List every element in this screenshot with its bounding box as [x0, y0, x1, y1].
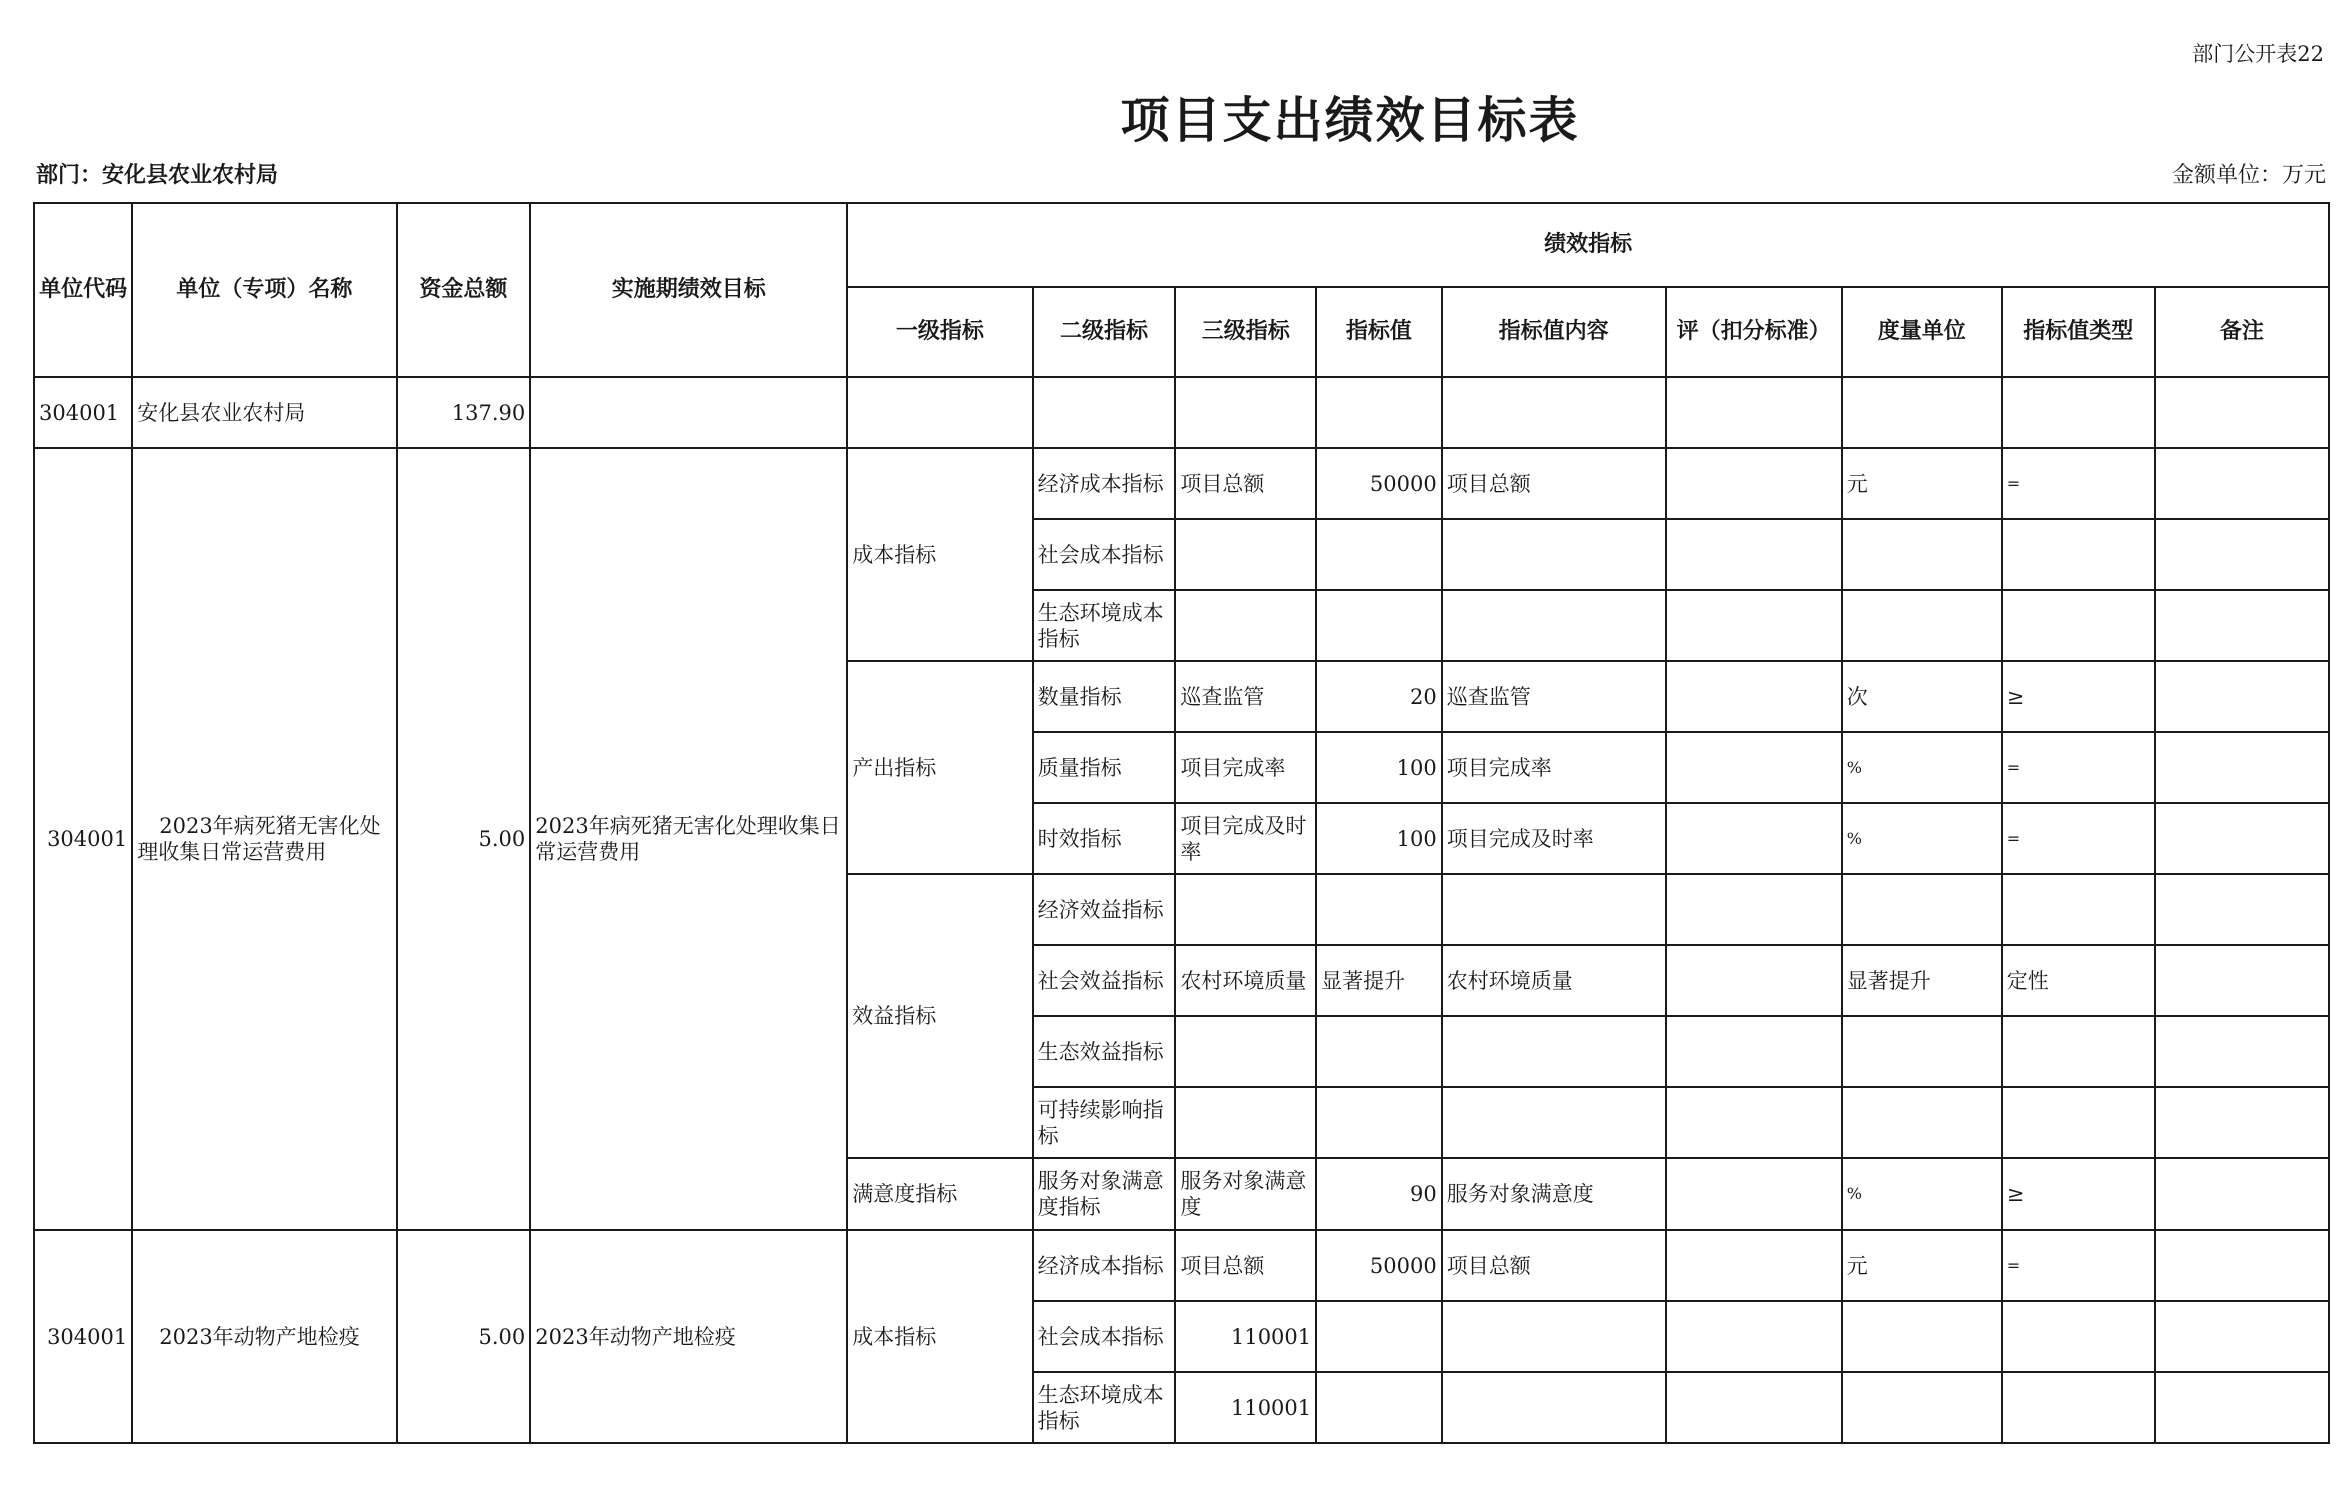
level2-cell: 社会成本指标 [1033, 519, 1176, 590]
department-label: 部门：安化县农业农村局 [36, 162, 279, 188]
content-cell: 项目完成及时率 [1442, 803, 1666, 874]
level3-cell: 项目总额 [1175, 448, 1316, 519]
header-eval: 评（扣分标准） [1666, 287, 1842, 377]
measure-cell: 元 [1842, 1230, 2002, 1301]
project-name: 2023年动物产地检疫 [132, 1230, 396, 1443]
level2-cell: 经济成本指标 [1033, 1230, 1176, 1301]
header-name: 单位（专项）名称 [132, 203, 396, 377]
level2-cell: 生态环境成本指标 [1033, 590, 1176, 661]
measure-cell: % [1842, 803, 2002, 874]
level3-cell: 巡查监管 [1175, 661, 1316, 732]
header-level3: 三级指标 [1175, 287, 1316, 377]
project-goal: 2023年动物产地检疫 [530, 1230, 847, 1443]
header-performance: 绩效指标 [847, 203, 2329, 287]
header-measure: 度量单位 [1842, 287, 2002, 377]
header-content: 指标值内容 [1442, 287, 1666, 377]
value-cell: 显著提升 [1316, 945, 1442, 1016]
level1-cost: 成本指标 [847, 1230, 1032, 1443]
table-row [34, 377, 2329, 448]
level2-cell: 可持续影响指标 [1033, 1087, 1176, 1158]
header-level2: 二级指标 [1033, 287, 1176, 377]
project-goal: 2023年病死猪无害化处理收集日常运营费用 [530, 448, 847, 1230]
project-code: 304001 [34, 448, 132, 1230]
value-cell: 20 [1316, 661, 1442, 732]
project-total: 5.00 [397, 448, 531, 1230]
project-name: 2023年病死猪无害化处理收集日常运营费用 [132, 448, 396, 1230]
level2-cell: 生态效益指标 [1033, 1016, 1176, 1087]
header-value: 指标值 [1316, 287, 1442, 377]
level2-cell: 经济效益指标 [1033, 874, 1176, 945]
content-cell: 项目总额 [1442, 1230, 1666, 1301]
level3-cell: 农村环境质量 [1175, 945, 1316, 1016]
dept-total: 137.90 [397, 377, 531, 448]
value-cell: 100 [1316, 732, 1442, 803]
value-cell: 90 [1316, 1158, 1442, 1230]
level3-cell: 110001 [1175, 1301, 1316, 1372]
level2-cell: 经济成本指标 [1033, 448, 1176, 519]
value-type-cell: = [2002, 1230, 2155, 1301]
level1-output: 产出指标 [847, 661, 1032, 874]
header-total: 资金总额 [397, 203, 531, 377]
level3-cell: 项目完成及时率 [1175, 803, 1316, 874]
content-cell: 服务对象满意度 [1442, 1158, 1666, 1230]
level2-cell: 质量指标 [1033, 732, 1176, 803]
dept-name: 安化县农业农村局 [132, 377, 396, 448]
value-type-cell: ≥ [2002, 661, 2155, 732]
level1-satisfaction: 满意度指标 [847, 1158, 1032, 1230]
level3-cell: 服务对象满意度 [1175, 1158, 1316, 1230]
amount-unit-label: 金额单位：万元 [2171, 163, 2326, 188]
content-cell: 项目完成率 [1442, 732, 1666, 803]
level2-cell: 社会成本指标 [1033, 1301, 1176, 1372]
level3-cell: 项目完成率 [1175, 732, 1316, 803]
page-title: 项目支出绩效目标表 [1120, 92, 1580, 149]
measure-cell: 元 [1842, 448, 2002, 519]
level1-cost: 成本指标 [847, 448, 1032, 661]
level3-cell: 110001 [1175, 1372, 1316, 1443]
header-level1: 一级指标 [847, 287, 1032, 377]
measure-cell: 显著提升 [1842, 945, 2002, 1016]
project-total: 5.00 [397, 1230, 531, 1443]
header-code: 单位代码 [34, 203, 132, 377]
project-code: 304001 [34, 1230, 132, 1443]
table-row [34, 1230, 2329, 1301]
value-type-cell: 定性 [2002, 945, 2155, 1016]
header-remark: 备注 [2155, 287, 2329, 377]
header-goal: 实施期绩效目标 [530, 203, 847, 377]
measure-cell: 次 [1842, 661, 2002, 732]
value-cell: 100 [1316, 803, 1442, 874]
value-type-cell: ≥ [2002, 1158, 2155, 1230]
table-row [34, 448, 2329, 519]
header-value-type: 指标值类型 [2002, 287, 2155, 377]
value-type-cell: = [2002, 803, 2155, 874]
level2-cell: 数量指标 [1033, 661, 1176, 732]
measure-cell: % [1842, 1158, 2002, 1230]
measure-cell: % [1842, 732, 2002, 803]
level2-cell: 时效指标 [1033, 803, 1176, 874]
level2-cell: 社会效益指标 [1033, 945, 1176, 1016]
performance-table [33, 202, 2330, 1444]
content-cell: 项目总额 [1442, 448, 1666, 519]
value-cell: 50000 [1316, 1230, 1442, 1301]
value-type-cell: = [2002, 448, 2155, 519]
form-number: 部门公开表22 [2192, 42, 2324, 66]
value-type-cell: = [2002, 732, 2155, 803]
value-cell: 50000 [1316, 448, 1442, 519]
level2-cell: 服务对象满意度指标 [1033, 1158, 1176, 1230]
content-cell: 巡查监管 [1442, 661, 1666, 732]
level3-cell: 项目总额 [1175, 1230, 1316, 1301]
level1-benefit: 效益指标 [847, 874, 1032, 1158]
content-cell: 农村环境质量 [1442, 945, 1666, 1016]
dept-code: 304001 [34, 377, 132, 448]
level2-cell: 生态环境成本指标 [1033, 1372, 1176, 1443]
